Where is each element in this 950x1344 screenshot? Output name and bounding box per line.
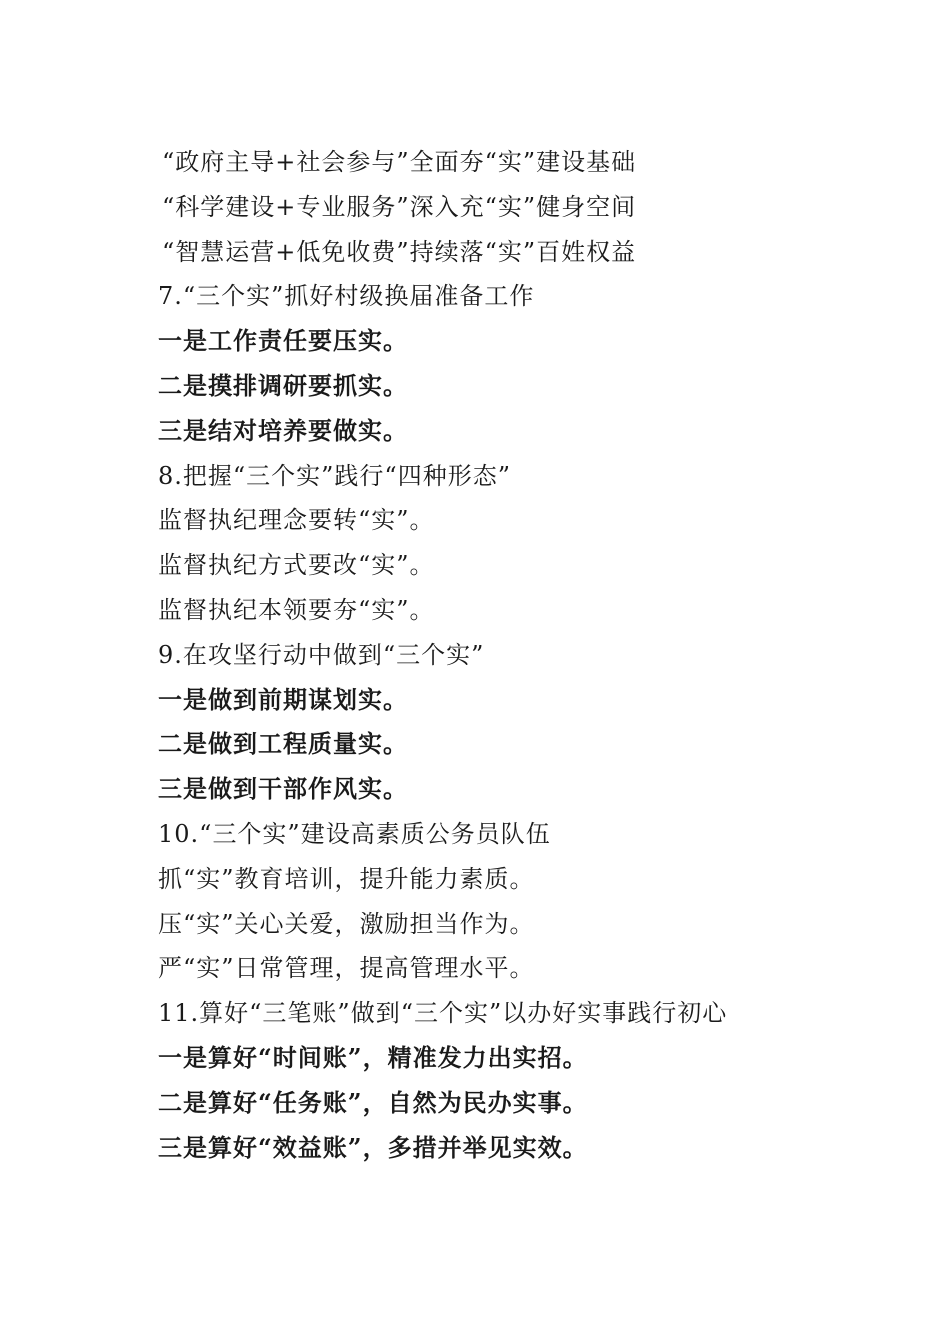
point-line: 监督执纪方式要改“实”。: [158, 551, 435, 580]
point-line: 一是工作责任要压实。: [158, 326, 408, 356]
document-body: [158, 140, 858, 1170]
subtitle-line: “科学建设+专业服务”深入充“实”健身空间: [162, 192, 637, 221]
subtitle-line: “智慧运营+低免收费”持续落“实”百姓权益: [162, 237, 637, 266]
point-line: 三是结对培养要做实。: [158, 415, 408, 445]
point-line: 监督执纪理念要转“实”。: [158, 506, 435, 535]
section-heading: 10.“三个实”建设高素质公务员队伍: [158, 819, 551, 848]
point-line: 抓“实”教育培训，提升能力素质。: [158, 864, 535, 893]
point-line: 监督执纪本领要夯“实”。: [158, 595, 435, 624]
section-heading: 7.“三个实”抓好村级换届准备工作: [158, 282, 535, 311]
point-line: 二是做到工程质量实。: [158, 729, 408, 759]
section-heading: 9.在攻坚行动中做到“三个实”: [158, 640, 485, 669]
point-line: 二是摸排调研要抓实。: [158, 370, 408, 400]
point-line: 三是做到干部作风实。: [158, 774, 408, 804]
point-line: 二是算好“任务账”，自然为民办实事。: [158, 1087, 588, 1117]
point-line: 三是算好“效益账”，多措并举见实效。: [158, 1132, 588, 1162]
point-line: 一是做到前期谋划实。: [158, 684, 408, 714]
point-line: 严“实”日常管理，提高管理水平。: [158, 954, 535, 983]
point-line: 压“实”关心关爱，激励担当作为。: [158, 909, 535, 938]
subtitle-line: “政府主导+社会参与”全面夯“实”建设基础: [162, 148, 637, 176]
point-line: 一是算好“时间账”，精准发力出实招。: [158, 1042, 588, 1072]
section-heading: 11.算好“三笔账”做到“三个实”以办好实事践行初心: [158, 999, 728, 1028]
section-heading: 8.把握“三个实”践行“四种形态”: [158, 461, 511, 490]
